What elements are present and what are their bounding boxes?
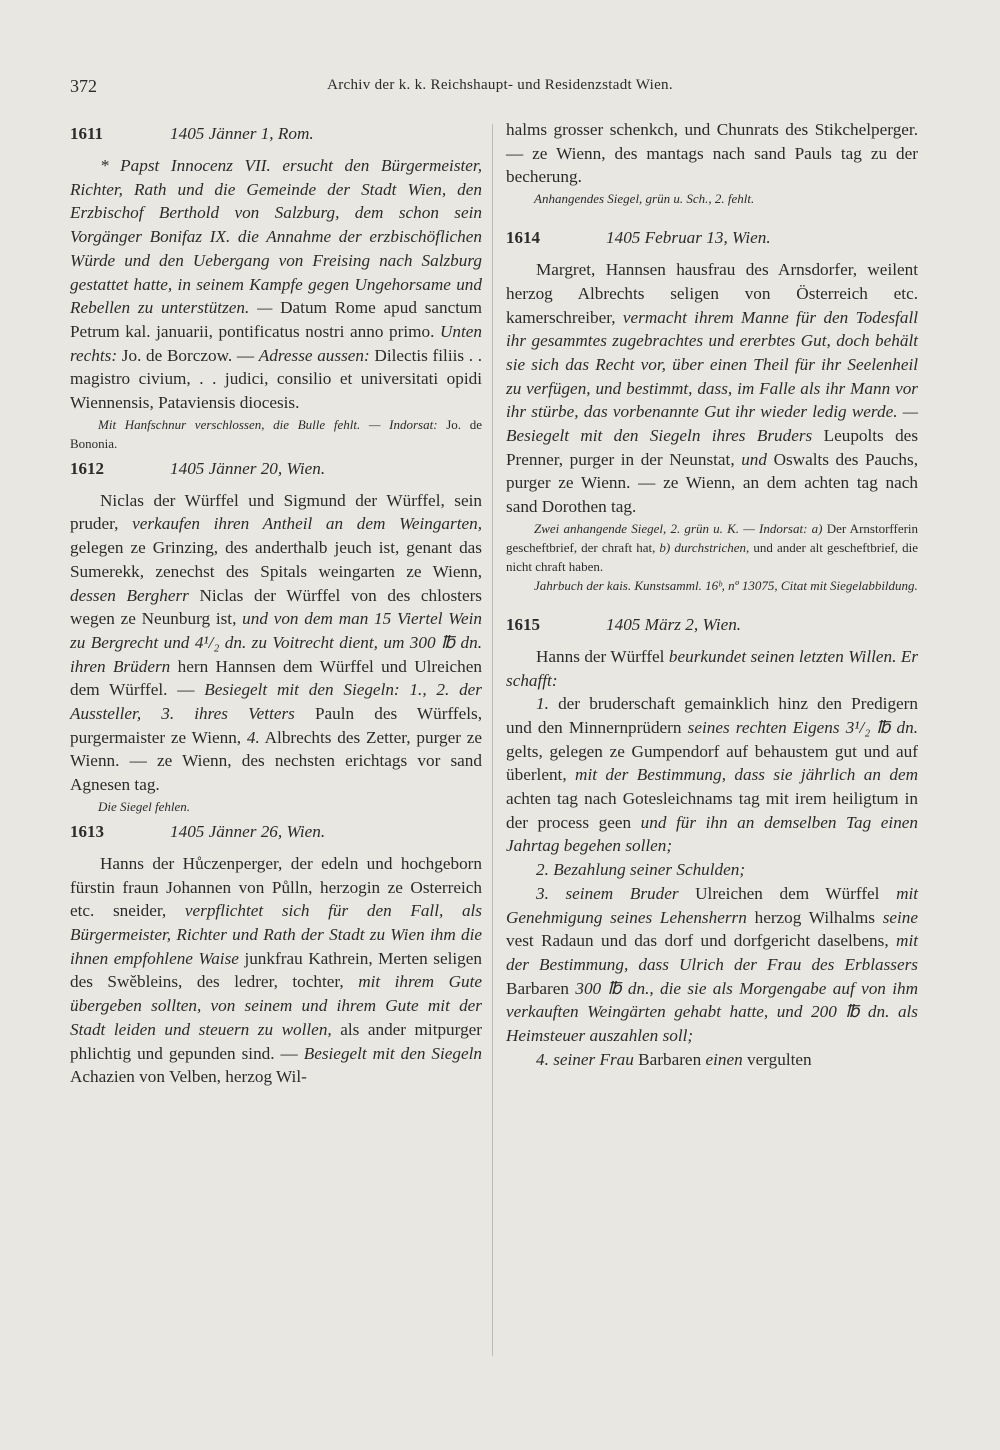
entry-item-3: 3. seinem Bruder Ulreichen dem Würffel mit Genehmigung seines Lehensherrn herzog Wilhalms seine vest Radaun und das dorf und dorfgericht daselbens, mit der Bestimmung, dass Ulrich der Frau des Erblassers Barbaren 300 ℔ dn., die sie als Morgengabe auf von ihm verkauften Weingärten gehabt hatte, und 200 ℔ dn. als Heimsteuer auszahlen soll; [506, 883, 919, 1046]
running-header [0, 76, 1000, 100]
entry-note-1612: Die Siegel fehlen. [98, 798, 191, 814]
entry-heading-1614 [506, 228, 918, 255]
entry-date: 1405 Februar 13, Wien. [606, 228, 771, 248]
entry-number: 1612 [70, 458, 104, 478]
entry-note-1611: Mit Hanfschnur verschlossen, die Bulle fehlt. — Indorsat: Jo. de Bononia. [70, 416, 482, 451]
entry-reference-1614: Jahrbuch der kais. Kunstsamml. 16ᵇ, nº 13075, Citat mit Siegelabbildung. [534, 577, 918, 593]
entry-text-1611: * Papst Innocenz VII. ersucht den Bürgermeister, Richter, Rath und die Gemeinde der Stadt Wien, den Erzbischof Berthold von Salzburg, dem schon sein Vorgänger Bonifaz IX. die Annahme der erzbischöflichen Würde und den Uebergang von Freising nach Salzburg gestattet hatte, in seinem Kampfe gegen Ungehorsame und Rebellen zu unterstützen. — Datum Rome apud sanctum Petrum kal. januarii, pontificatus nostri anno primo. Unten rechts: Jo. de Borczow. — Adresse aussen: Dilectis filiis . . magistro civium, . . judici, consilio et universitati opidi Wiennensis, Pataviensis diocesis. [70, 156, 483, 413]
entry-heading-1613 [70, 822, 482, 849]
entry-item-2: 2. Bezahlung seiner Schulden; [536, 860, 746, 880]
right-column [506, 118, 918, 1072]
column-divider [492, 124, 493, 1356]
entry-text-1614: Margret, Hannsen hausfrau des Arnsdorfer, weilent herzog Albrechts seligen von Österreich etc. kamerschreiber, vermacht ihrem Manne für den Todesfall ihr gesammtes zugebrachtes und ererbtes Gut, doch behält sie sich das Recht vor, über einen Theil für ihr Seelenheil zu verfügen, und bestimmt, dass, im Falle als ihr Mann vor ihr stürbe, das vorbenannte Gut ihr wieder ledig werde. — Besiegelt mit den Siegeln ihres Bruders Leupolts des Prenner, purger in der Neunstat, und Oswalts des Pauchs, purger ze Wienn. — ze Wienn, an dem achten tag nach sand Dorothen tag. [506, 260, 919, 517]
entry-number: 1615 [506, 614, 540, 634]
entry-note-1614: Zwei anhangende Siegel, 2. grün u. K. — Indorsat: a) Der Arnstorfferin gescheftbrief, der chraft hat, b) durchstrichen, und ander alt gescheftbrief, die nicht chraft haben. [506, 520, 919, 574]
entry-number: 1613 [70, 821, 104, 841]
entry-heading-1615 [506, 615, 918, 642]
left-column [70, 118, 482, 1089]
entry-heading-1611 [70, 124, 482, 151]
entry-date: 1405 Jänner 26, Wien. [170, 821, 326, 841]
entry-text-1613-continued: halms grosser schenkch, und Chunrats des Stikchelperger. — ze Wienn, des mantags nach sand Pauls tag zu der becherung. [506, 120, 918, 187]
entry-note-1613: Anhangendes Siegel, grün u. Sch., 2. fehlt. [534, 191, 755, 207]
entry-date: 1405 Jänner 20, Wien. [170, 458, 326, 478]
entry-text-1613: Hanns der Hůczenperger, der edeln und hochgeborn fürstin fraun Johannen von Půlln, herzogin ze Osterreich etc. sneider, verpflichtet sich für den Fall, als Bürgermeister, Richter und Rath der Stadt zu Wien ihm die ihnen empfohlene Waise junkfrau Kathrein, Merten seligen des Swěbleins, des ledrer, tochter, mit ihrem Gute übergeben sollten, von seinem und ihrem Gute mit der Stadt leiden und steuern zu wollen, als ander mitpurger phlichtig und gepunden sind. — Besiegelt mit den Siegeln Achazien von Velben, herzog Wil- [70, 853, 483, 1087]
page-number: 372 [70, 76, 97, 96]
entry-number: 1614 [506, 228, 540, 248]
entry-item-4: 4. seiner Frau Barbaren einen vergulten [536, 1049, 812, 1069]
entry-heading-1612 [70, 459, 482, 486]
running-title: Archiv der k. k. Reichshaupt- und Residenzstadt Wien. [327, 77, 673, 93]
entry-date: 1405 Jänner 1, Rom. [170, 124, 314, 143]
entry-text-1612: Niclas der Würffel und Sigmund der Würffel, sein pruder, verkaufen ihren Antheil an dem Weingarten, gelegen ze Grinzing, des anderthalb jeuch ist, genant das Sumerekk, zenechst des Spitals weingarten ze Wienn, dessen Bergherr Niclas der Würffel von des chlosters wegen ze Neunburg ist, und von dem man 15 Viertel Wein zu Bergrecht und 4¹/₂ dn. zu Voitrecht dient, um 300 ℔ dn. ihren Brüdern hern Hannsen dem Würffel und Ulreichen dem Würffel. — Besiegelt mit den Siegeln: 1., 2. der Aussteller, 3. ihres Vetters Pauln des Würffels, purgermaister ze Wienn, 4. Albrechts des Zetter, purger ze Wienn. — ze Wienn, des nechsten erichtags vor sand Agnesen tag. [70, 490, 483, 795]
entry-date: 1405 März 2, Wien. [606, 614, 742, 634]
entry-item-1: 1. der bruderschaft gemainklich hinz den Predigern und den Minnernprüdern seines rechten Eigens 3¹/₂ ℔ dn. gelts, gelegen ze Gumpendorf auf behaustem gut und auf überlent, mit der Bestimmung, dass sie jährlich an dem achten tag nach Gotesleichnams tag mit irem heiligtum in der process geen und für ihn an demselben Tag einen Jahrtag begehen sollen; [506, 694, 919, 856]
entry-number: 1611 [70, 124, 104, 143]
entry-text-1615: Hanns der Würffel beurkundet seinen letzten Willen. Er schafft: [506, 646, 919, 690]
